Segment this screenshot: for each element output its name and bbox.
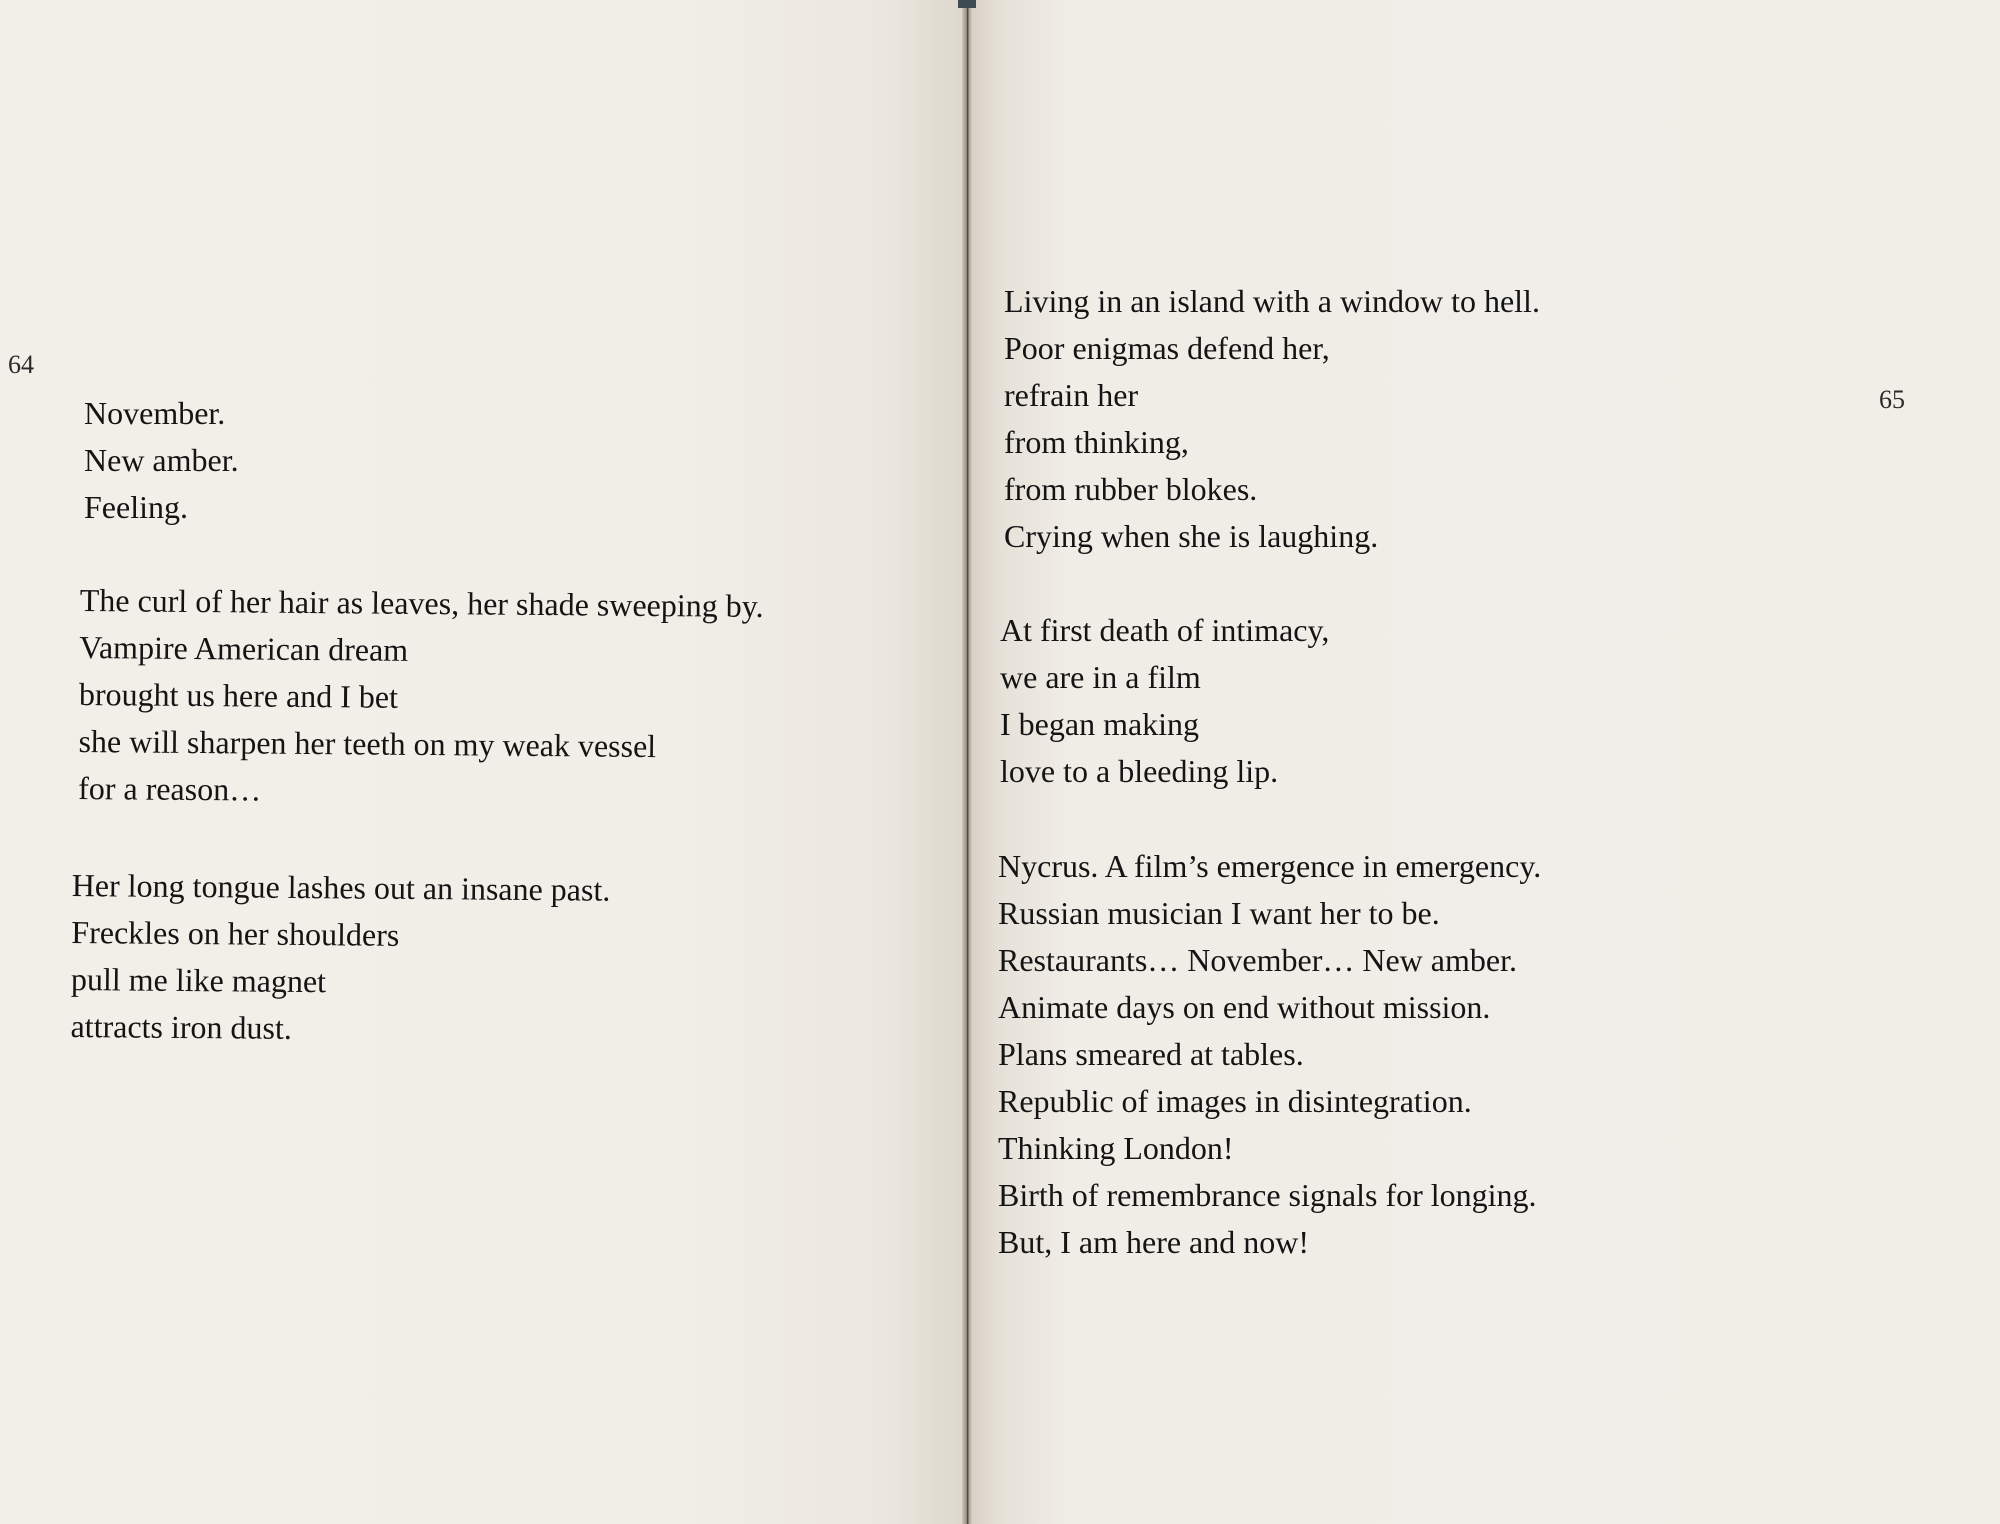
poem-line: Vampire American dream xyxy=(79,628,409,668)
poem-line: I began making xyxy=(1000,706,1200,742)
left-stanza-1 xyxy=(84,390,239,531)
book-gutter xyxy=(962,0,972,1524)
poem-line: Birth of remembrance signals for longing. xyxy=(998,1177,1537,1213)
poem-line: attracts iron dust. xyxy=(70,1007,292,1046)
left-page xyxy=(0,0,965,1524)
poem-line: Restaurants… November… New amber. xyxy=(998,942,1517,978)
poem-line: Plans smeared at tables. xyxy=(998,1036,1304,1072)
page-number-right: 65 xyxy=(1879,385,1905,414)
poem-line: for a reason… xyxy=(78,769,262,808)
poem-line: But, I am here and now! xyxy=(998,1224,1310,1260)
poem-line: Republic of images in disintegration. xyxy=(998,1083,1472,1119)
right-stanza-3 xyxy=(998,843,1541,1266)
poem-line: she will sharpen her teeth on my weak vessel xyxy=(78,722,657,765)
poem-line: Animate days on end without mission. xyxy=(998,989,1491,1025)
poem-line: Crying when she is laughing. xyxy=(1004,518,1379,554)
poem-line: Living in an island with a window to hell. xyxy=(1004,283,1540,319)
poem-line: from thinking, xyxy=(1004,424,1189,460)
left-stanza-2 xyxy=(78,577,764,818)
poem-line: love to a bleeding lip. xyxy=(1000,753,1279,789)
left-stanza-3 xyxy=(70,862,610,1055)
poem-line: we are in a film xyxy=(1000,659,1201,695)
right-stanza-1 xyxy=(1004,278,1540,560)
spine-edge xyxy=(958,0,976,8)
poem-line: Freckles on her shoulders xyxy=(71,913,400,953)
right-stanza-2 xyxy=(1000,607,1329,795)
poem-line: Poor enigmas defend her, xyxy=(1004,330,1330,366)
poem-line: New amber. xyxy=(84,442,239,478)
poem-line: from rubber blokes. xyxy=(1004,471,1258,507)
poem-line: brought us here and I bet xyxy=(78,675,399,715)
poem-line: Feeling. xyxy=(84,489,188,525)
poem-line: pull me like magnet xyxy=(70,960,327,1000)
page-number-left: 64 xyxy=(8,350,34,379)
poem-line: At first death of intimacy, xyxy=(1000,612,1330,648)
poem-line: Nycrus. A film’s emergence in emergency. xyxy=(998,848,1542,884)
poem-line: refrain her xyxy=(1004,377,1139,413)
bleed-through-left xyxy=(480,405,488,452)
poem-line: November. xyxy=(84,395,226,431)
poem-line: Thinking London! xyxy=(998,1130,1234,1166)
poem-line: Her long tongue lashes out an insane past. xyxy=(71,866,611,908)
poem-line: Russian musician I want her to be. xyxy=(998,895,1440,931)
poem-line: The curl of her hair as leaves, her shade sweeping by. xyxy=(79,581,764,624)
